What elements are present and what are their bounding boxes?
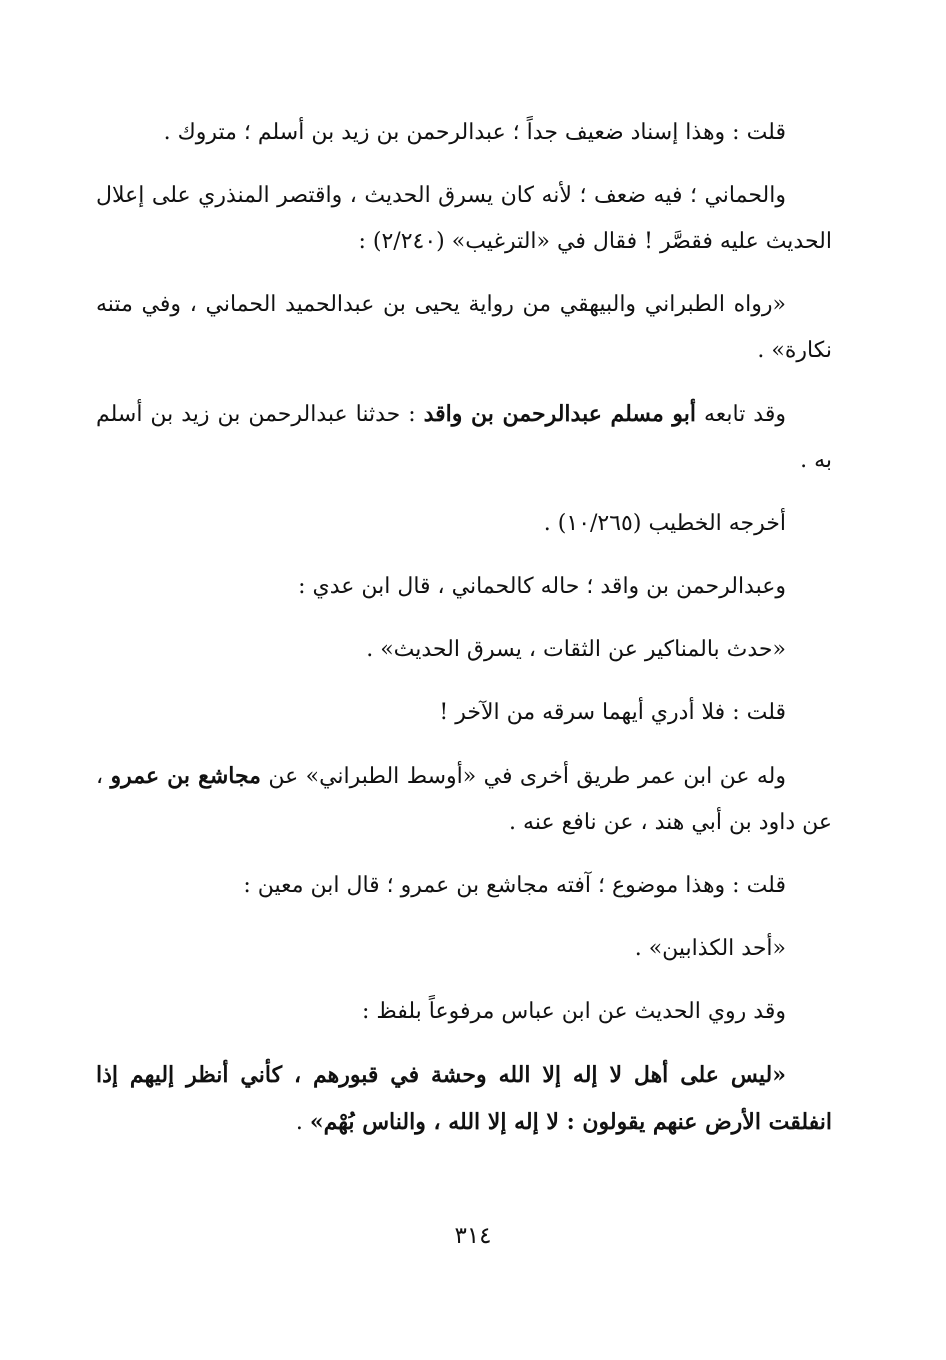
paragraph-9 bbox=[96, 753, 832, 846]
paragraph-13 bbox=[96, 1052, 832, 1146]
paragraph-12: وقد روي الحديث عن ابن عباس مرفوعاً بلفظ : bbox=[361, 999, 786, 1024]
paragraph-8: قلت : فلا أدري أيهما سرقه من الآخر ! bbox=[439, 700, 786, 725]
paragraph-4-bold: أبو مسلم عبدالرحمن بن واقد bbox=[423, 401, 697, 427]
page-number: ٣١٤ bbox=[454, 1223, 492, 1249]
paragraph-5: أخرجه الخطيب (١٠/٢٦٥) . bbox=[543, 511, 786, 536]
paragraph-10: قلت : وهذا موضوع ؛ آفته مجاشع بن عمرو ؛ قال ابن معين : bbox=[243, 873, 786, 898]
paragraph-11: «أحد الكذابين» . bbox=[634, 936, 786, 961]
paragraph-9-bold: مجاشع بن عمرو bbox=[110, 763, 261, 789]
paragraph-1: قلت : وهذا إسناد ضعيف جداً ؛ عبدالرحمن بن زيد بن أسلم ؛ متروك . bbox=[163, 120, 786, 145]
paragraph-4-after: : حدثنا عبدالرحمن بن زيد بن أسلم به . bbox=[96, 402, 832, 473]
paragraph-3: «رواه الطبراني والبيهقي من رواية يحيى بن عبدالحميد الحماني ، وفي متنه نكارة» . bbox=[96, 292, 832, 363]
paragraph-9-before: وله عن ابن عمر طريق أخرى في «أوسط الطبراني» عن bbox=[260, 764, 786, 789]
paragraph-4 bbox=[96, 391, 832, 484]
paragraph-4-before: وقد تابعه bbox=[696, 402, 786, 427]
paragraph-2: والحماني ؛ فيه ضعف ؛ لأنه كان يسرق الحديث ، واقتصر المنذري على إعلال الحديث عليه فقصَّر ! فقال في «الترغيب» (٢/٢٤٠) : bbox=[96, 183, 832, 254]
paragraph-6: وعبدالرحمن بن واقد ؛ حاله كالحماني ، قال ابن عدي : bbox=[298, 574, 786, 599]
paragraph-13-after: . bbox=[295, 1110, 310, 1135]
paragraph-7: «حدث بالمناكير عن الثقات ، يسرق الحديث» . bbox=[366, 637, 786, 662]
paragraph-9-after: ، عن داود بن أبي هند ، عن نافع عنه . bbox=[96, 764, 832, 835]
page-body bbox=[96, 110, 832, 1163]
paragraph-13-bold: «ليس على أهل لا إله إلا الله وحشة في قبورهم ، كأني أنظر إليهم إذا انفلقت الأرض عنهم يقولون : لا إله إلا الله ، والناس بُهْم» bbox=[96, 1062, 832, 1135]
